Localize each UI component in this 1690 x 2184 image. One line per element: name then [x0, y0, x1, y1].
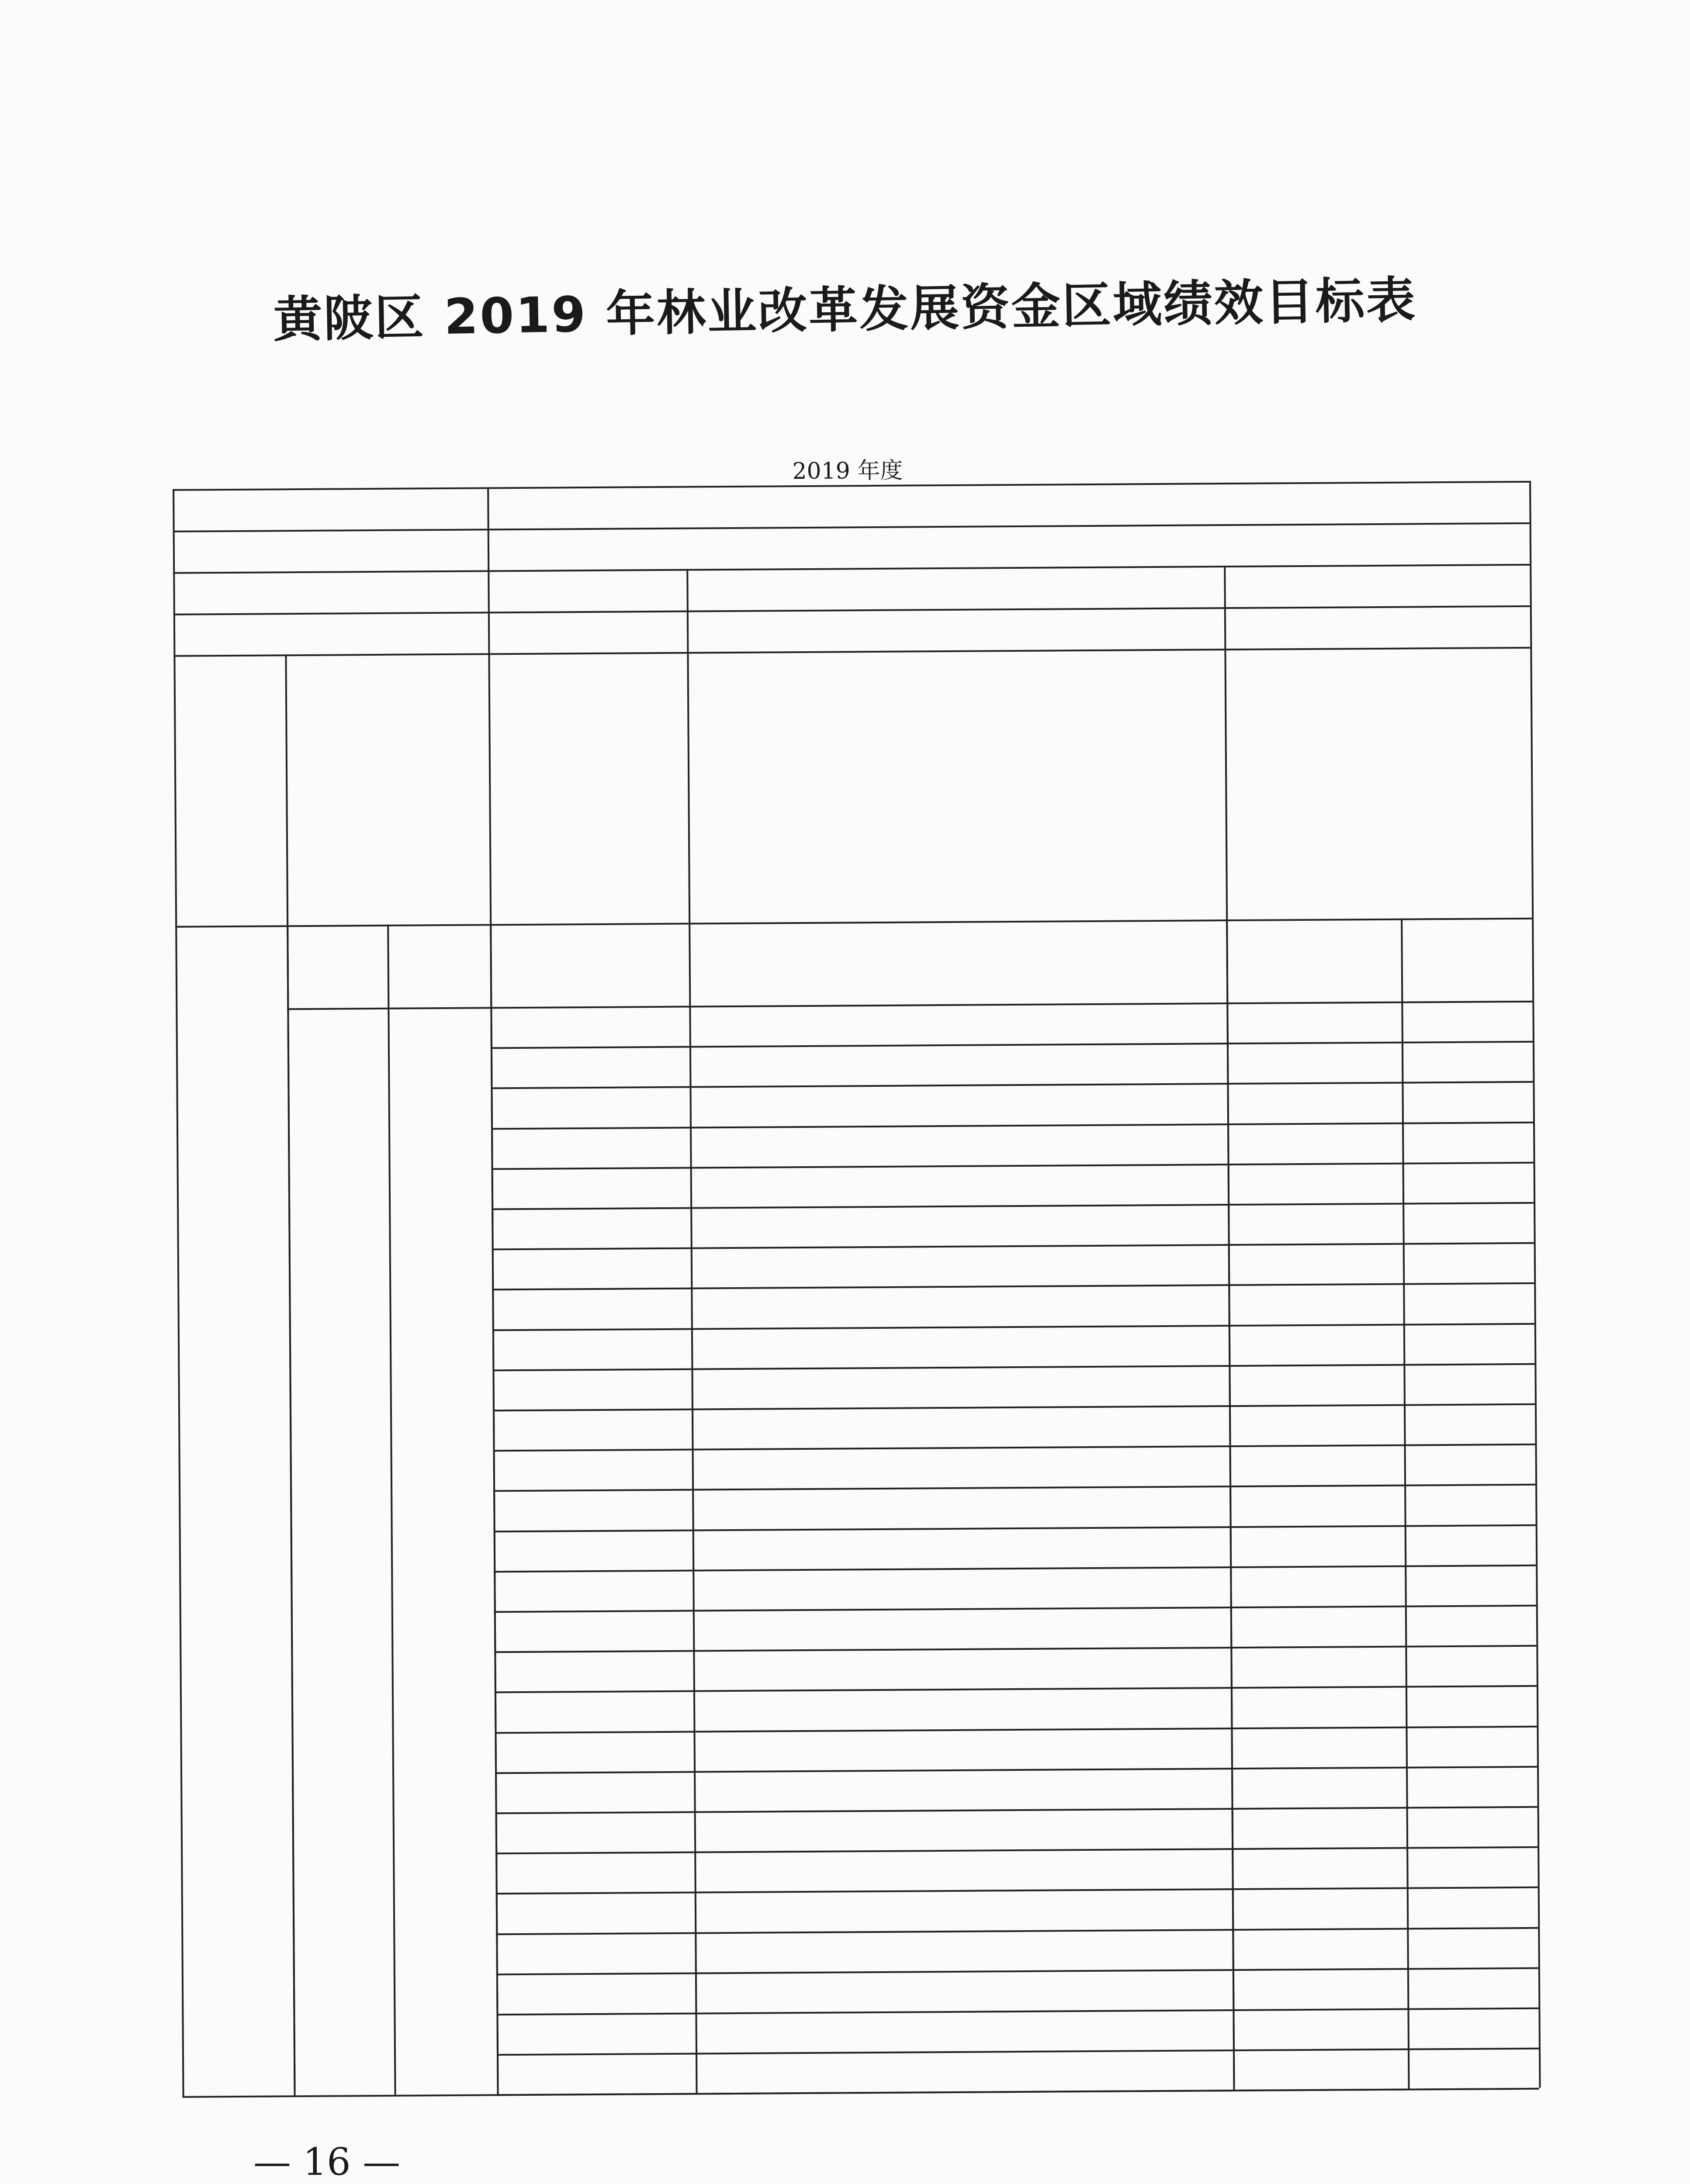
- performance-table: [0, 0, 1687, 5]
- indicator-value: [1232, 1816, 1406, 1817]
- table-rule: [173, 564, 1530, 574]
- indicator-value: [1232, 1936, 1407, 1937]
- special-name-label: [173, 494, 487, 495]
- table-rule: [491, 1121, 1533, 1130]
- central-dept-label: [173, 535, 488, 537]
- col-divider: [1226, 919, 1235, 2090]
- table-rule: [173, 605, 1530, 615]
- table-rule: [493, 1403, 1535, 1412]
- page-title: 黄陂区 2019 年林业改革发展资金区域绩效目标表: [273, 272, 1417, 349]
- col-divider: [1401, 919, 1409, 2089]
- table-rule: [491, 1041, 1533, 1049]
- indicator-value: [1228, 1252, 1403, 1253]
- indicator-value: [1231, 1775, 1406, 1776]
- indicator-value: [1226, 1010, 1401, 1011]
- table-rule: [495, 1766, 1537, 1774]
- level3-header: [490, 950, 1226, 954]
- prov-finance-value: [488, 580, 686, 581]
- table-rule: [173, 647, 1530, 657]
- table-rule: [494, 1605, 1536, 1613]
- indicator-value: [1232, 1856, 1406, 1857]
- table-rule: [492, 1323, 1534, 1331]
- indicator-value: [1229, 1413, 1404, 1414]
- col-divider: [490, 924, 499, 2094]
- table-rule: [495, 1846, 1538, 1855]
- col-divider: [287, 925, 295, 2095]
- indicator-value: [1227, 1091, 1402, 1092]
- table-rule: [495, 1685, 1537, 1693]
- prov-forestry-label: [686, 572, 1224, 576]
- table-rule: [496, 2008, 1538, 2016]
- table-rule: [175, 918, 1532, 928]
- table-rule: [497, 2048, 1539, 2056]
- indicator-value: [1231, 1735, 1406, 1736]
- indicator-value: [1233, 2057, 1408, 2058]
- indicator-value: [1230, 1574, 1405, 1575]
- note-header: [1401, 937, 1532, 938]
- col-divider: [387, 925, 396, 2095]
- page-number: — 16 —: [253, 2140, 401, 2184]
- table-rule: [492, 1202, 1534, 1210]
- indicator-value: [1227, 1131, 1402, 1132]
- goal-line: [298, 688, 1539, 695]
- year-label: 2019 年度: [792, 457, 903, 485]
- table-bottom-border: [183, 2088, 1539, 2098]
- indicator-value: [1229, 1493, 1404, 1494]
- indicator-value: [1228, 1292, 1403, 1293]
- table-rule: [492, 1282, 1534, 1291]
- table-rule: [496, 1887, 1538, 1895]
- goal-line: [299, 841, 1540, 849]
- table-rule: [287, 1001, 1532, 1010]
- indicator-value: [1229, 1332, 1403, 1333]
- prov-finance-label: [173, 577, 488, 578]
- indicator-value: [1230, 1614, 1405, 1615]
- goal-line: [298, 649, 1539, 657]
- table-rule: [493, 1444, 1535, 1452]
- indicator-value: [1229, 1453, 1404, 1454]
- table-rule: [173, 522, 1530, 532]
- table-rule: [496, 1967, 1538, 1976]
- table-rule: [496, 1927, 1538, 1935]
- header-divider: [686, 569, 697, 2093]
- goal-line: [300, 880, 1541, 887]
- indicator-value: [1233, 2017, 1408, 2018]
- table-rule: [491, 1081, 1533, 1089]
- indicator-value: [1229, 1372, 1404, 1373]
- goal-line: [299, 764, 1540, 772]
- table-rule: [494, 1565, 1536, 1573]
- table-rule: [495, 1725, 1537, 1734]
- table-rule: [494, 1524, 1536, 1532]
- goal-line: [299, 726, 1540, 733]
- goal-line: [299, 803, 1540, 810]
- table-rule: [495, 1806, 1538, 1814]
- table-left-border: [173, 489, 184, 2096]
- prov-forestry-value: [1224, 555, 1530, 557]
- indicator-value: [1228, 1212, 1403, 1213]
- table-rule: [494, 1645, 1536, 1653]
- table-rule: [492, 1162, 1534, 1170]
- indicator-value: [1228, 1171, 1403, 1172]
- table-rule: [493, 1484, 1535, 1492]
- indicator-value: [1231, 1695, 1406, 1696]
- subsidy-label: [173, 617, 488, 619]
- indicator-value: [1232, 1896, 1407, 1897]
- table-rule: [492, 1363, 1534, 1372]
- level2-header: [388, 974, 490, 975]
- table-rule: [492, 1242, 1534, 1251]
